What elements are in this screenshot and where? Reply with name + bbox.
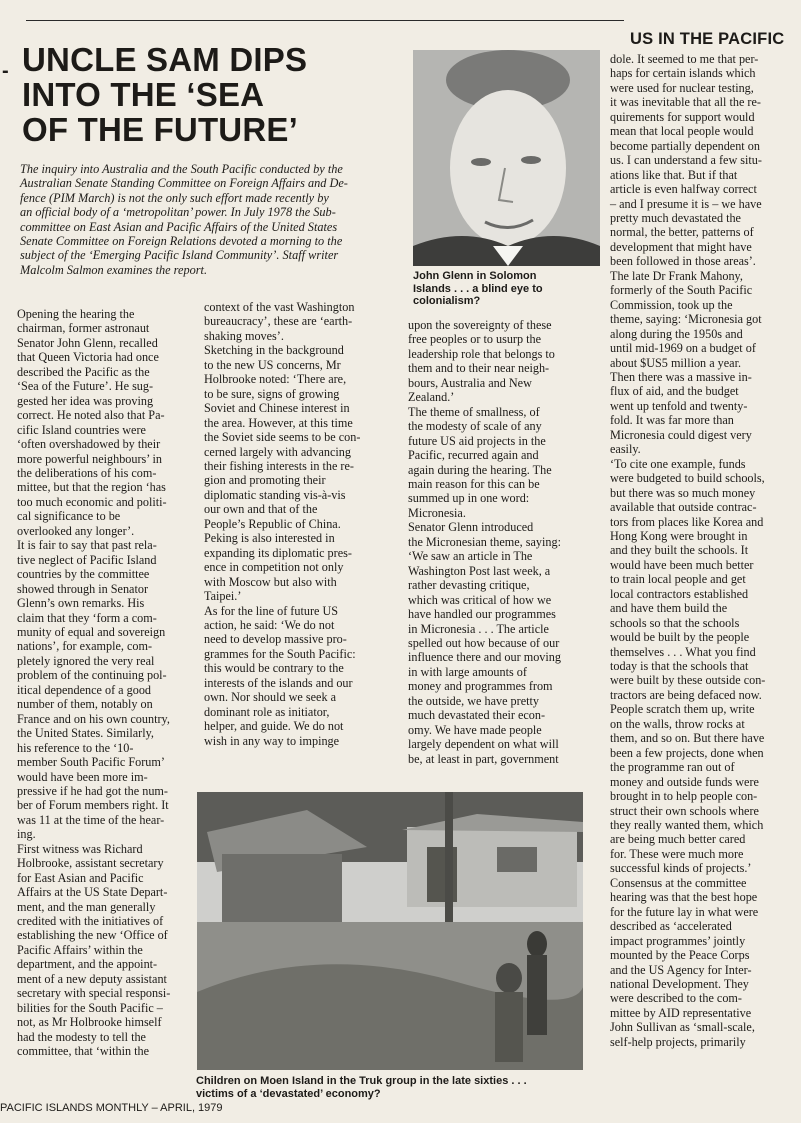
text-line: Washington Post last week, a [408, 563, 551, 578]
text-line: our own and that of the [204, 502, 318, 517]
text-line: dole. It seemed to me that per- [610, 52, 759, 66]
text-line: the United States. Similarly, [17, 726, 154, 741]
text-line: brought in to help people con- [610, 789, 758, 804]
text-line: committee, that ‘within the [17, 1044, 149, 1059]
text-line: the deliberations of his com- [17, 465, 157, 480]
text-line: quirements for support would [610, 109, 755, 124]
text-line: been followed in those areas’. [610, 254, 756, 269]
text-line: chairman, former astronaut [17, 321, 150, 336]
text-line: local contractors established [610, 586, 749, 601]
headline-line: UNCLE SAM DIPS [22, 41, 308, 78]
text-line: free peoples or to usurp the [408, 332, 542, 347]
text-line: Glenn’s own remarks. His [17, 596, 145, 611]
text-line: the area. However, at this time [204, 415, 353, 430]
text-line: need to develop massive pro- [204, 632, 347, 647]
text-line: itical dependence of a good [17, 682, 152, 697]
text-line: ence in competition not only [204, 560, 344, 575]
text-line: bilities for the South Pacific – [17, 1000, 163, 1015]
intro-line: committee on East Asian and Pacific Affairs of the United States [20, 219, 338, 234]
text-line: interests of the islands and our [204, 675, 353, 690]
text-line: wish in any way to impinge [204, 733, 340, 748]
text-line: but there was so much money [610, 485, 756, 500]
text-line: John Sullivan as ‘small-scale, [610, 1020, 755, 1035]
text-line: Sketching in the background [204, 343, 344, 358]
text-line: Zealand.’ [408, 390, 455, 405]
text-line: would be built by the people [610, 630, 750, 645]
text-line: summed up in one word: [408, 491, 530, 506]
text-line: become partially dependent on [610, 138, 760, 153]
text-line: are being much better cared [610, 832, 746, 847]
text-line: national Development. They [610, 977, 749, 991]
text-line: more powerful neighbours’ in [17, 451, 162, 466]
text-line: were budgeted to build schools, [610, 471, 765, 486]
text-line: easily. [610, 442, 641, 457]
text-line: for the future lay in what were [610, 904, 759, 919]
text-line: correct. He noted also that Pa- [17, 408, 165, 423]
text-line: cerned largely with advancing [204, 444, 351, 459]
text-line: were described to the com- [610, 991, 742, 1006]
text-line: Then there was a massive in- [610, 369, 752, 384]
text-line: successful kinds of projects.’ [610, 861, 752, 876]
text-line: nations’, for example, com- [17, 639, 153, 654]
text-line: Peking is also interested in [204, 531, 335, 546]
text-line: they really wanted them, which [610, 818, 764, 833]
text-line: First witness was Richard [17, 841, 143, 856]
john-glenn-portrait-photo [413, 50, 600, 266]
text-line: overlooked any longer’. [17, 523, 135, 538]
text-line: and have them build the [610, 601, 728, 616]
text-line: tors from places like Korea and [610, 514, 764, 529]
headline [22, 42, 402, 147]
text-line: them and to their near neigh- [408, 361, 550, 376]
intro-line: Malcolm Salmon examines the report. [20, 262, 208, 277]
intro-line: Australian Senate Standing Committee on Foreign Affairs and De- [20, 176, 348, 191]
text-line: much devastated their econ- [408, 708, 546, 723]
text-line: their fishing interests in the re- [204, 458, 354, 473]
text-line: this would be contrary to the [204, 661, 344, 676]
text-line: cific Island countries were [17, 422, 146, 437]
text-line: Opening the hearing the [17, 307, 135, 321]
text-line: been a few projects, done when [610, 745, 764, 760]
text-line: diplomatic standing vis-à-vis [204, 487, 346, 502]
text-line: ‘To cite one example, funds [610, 456, 746, 471]
text-line: to the new US concerns, Mr [204, 357, 341, 372]
photo-caption-moen-island [196, 1075, 588, 1100]
text-line: Holbrooke noted: ‘There are, [204, 372, 347, 387]
text-line: theme, saying: ‘Micronesia got [610, 312, 762, 327]
text-line: along during the 1950s and [610, 326, 743, 341]
text-line: too much economic and politi- [17, 494, 167, 509]
text-line: mounted by the Peace Corps [610, 948, 750, 963]
text-line: not, as Mr Holbrooke himself [17, 1015, 162, 1030]
text-line: today is that the schools that [610, 659, 749, 674]
text-line: Senator Glenn introduced [408, 520, 534, 535]
text-line: As for the line of future US [204, 603, 339, 618]
caption-line: colonialism? [413, 295, 481, 307]
top-rule [26, 20, 624, 21]
text-line: his reference to the ‘10- [17, 740, 134, 755]
text-line: leadership role that belongs to [408, 346, 555, 361]
text-line: Affairs at the US State Depart- [17, 885, 168, 900]
text-line: tractors are being defaced now. [610, 687, 762, 702]
text-line: People scratch them up, write [610, 702, 755, 717]
text-line: The theme of smallness, of [408, 404, 540, 419]
text-line: that Queen Victoria had once [17, 350, 159, 365]
text-line: would have been more im- [17, 769, 148, 784]
text-line: self-help projects, primarily [610, 1034, 746, 1049]
text-line: member South Pacific Forum’ [17, 755, 165, 770]
text-line: Consensus at the committee [610, 875, 747, 890]
text-line: context of the vast Washington [204, 300, 355, 314]
text-line: largely dependent on what will [408, 737, 559, 752]
text-line: ‘Sea of the Future’. He sug- [17, 379, 154, 394]
text-line: with Moscow but also with [204, 574, 337, 589]
text-line: – and I presume it is – we have [610, 196, 762, 211]
text-line: grammes for the South Pacific: [204, 646, 356, 661]
village-image [197, 792, 583, 1070]
photo-caption-john-glenn [413, 270, 600, 308]
text-line: it was inevitable that all the re- [610, 95, 761, 110]
text-line: Micronesia could digest very [610, 427, 752, 442]
text-line: munity of equal and sovereign [17, 624, 166, 639]
text-line: and the US Agency for Inter- [610, 962, 752, 977]
text-line: haps for certain islands which [610, 66, 756, 81]
text-line: themselves . . . What you find [610, 644, 756, 659]
text-line: about $US5 million a year. [610, 355, 741, 370]
intro-line: The inquiry into Australia and the South Pacific conducted by the [20, 162, 343, 176]
text-line: future US aid projects in the [408, 433, 546, 448]
text-line: cal significance to be [17, 509, 121, 524]
text-line: would have been much better [610, 557, 754, 572]
text-line: influence there and our moving [408, 650, 561, 665]
text-line: impact programmes’ jointly [610, 933, 746, 948]
text-line: the outside, we have pretty [408, 693, 539, 708]
margin-dash: - [2, 60, 9, 82]
text-line: formerly of the South Pacific [610, 283, 753, 298]
article-column-2 [204, 300, 393, 748]
text-line: omy. We have made people [408, 722, 542, 737]
text-line: in with large amounts of [408, 664, 527, 679]
intro-line: fence (PIM March) is not the only such effort made recently by [20, 190, 329, 205]
text-line: helper, and guide. We do not [204, 719, 344, 734]
text-line: Senator John Glenn, recalled [17, 335, 158, 350]
text-line: to be sure, signs of growing [204, 386, 340, 401]
text-line: expanding its diplomatic pres- [204, 545, 352, 560]
text-line: were built by these outside con- [610, 673, 766, 688]
text-line: action, he said: ‘We do not [204, 617, 335, 632]
text-line: pletely ignored the very real [17, 653, 155, 668]
text-line: schools so that the schools [610, 615, 740, 630]
text-line: money and programmes from [408, 679, 553, 694]
text-line: them, and so on. But there have [610, 731, 765, 746]
text-line: until mid-1969 on a budget of [610, 341, 756, 356]
moen-island-children-photo [197, 792, 583, 1070]
text-line: Commission, took up the [610, 297, 733, 312]
text-line: establishing the new ‘Office of [17, 928, 168, 943]
text-line: to train local people and get [610, 572, 746, 587]
text-line: the programme ran out of [610, 760, 735, 775]
text-line: for East Asian and Pacific [17, 870, 144, 885]
text-line: ations like that. But if that [610, 167, 738, 182]
text-line: us. I can understand a few situ- [610, 153, 762, 168]
text-line: the modesty of scale of any [408, 419, 542, 434]
text-line: France and on his own country, [17, 711, 170, 726]
text-line: article is even halfway correct [610, 182, 757, 197]
text-line: own. Nor should we seek a [204, 690, 337, 705]
intro-line: Senate Committee on Foreign Relations devoted a morning to the [20, 234, 343, 249]
text-line: showed through in Senator [17, 581, 148, 596]
text-line: bureaucracy’, these are ‘earth- [204, 314, 353, 329]
text-line: ‘We saw an article in The [408, 549, 533, 564]
text-line: hearing was that the best hope [610, 890, 758, 905]
text-line: It is fair to say that past rela- [17, 538, 157, 553]
article-column-3 [408, 318, 594, 766]
text-line: shaking moves’. [204, 328, 284, 343]
text-line: have handled our programmes [408, 607, 556, 622]
text-line: for. These were much more [610, 846, 744, 861]
headline-line: OF THE FUTURE’ [22, 111, 298, 148]
text-line: The late Dr Frank Mahony, [610, 268, 743, 283]
text-line: development that might have [610, 239, 752, 254]
text-line: upon the sovereignty of these [408, 318, 552, 332]
text-line: was 11 at the time of the hear- [17, 812, 165, 827]
text-line: in Micronesia . . . The article [408, 621, 549, 636]
portrait-image [413, 50, 600, 266]
text-line: ‘often overshadowed by their [17, 437, 161, 452]
text-line: tive neglect of Pacific Island [17, 552, 157, 567]
text-line: Micronesia. [408, 505, 466, 520]
page-footer: PACIFIC ISLANDS MONTHLY – APRIL, 1979 [0, 1102, 223, 1114]
text-line: Soviet and Chinese interest in [204, 401, 350, 416]
text-line: fold. It was far more than [610, 413, 734, 428]
text-line: Hong Kong were brought in [610, 528, 748, 543]
text-line: problem of the continuing pol- [17, 668, 167, 683]
text-line: had the modesty to tell the [17, 1029, 146, 1044]
text-line: Pacific Affairs’ within the [17, 942, 143, 957]
text-line: mittee, but that the region ‘has [17, 480, 166, 495]
text-line: the Micronesian theme, saying: [408, 534, 561, 549]
caption-line: Islands . . . a blind eye to [413, 282, 543, 295]
intro-line: subject of the ‘Emerging Pacific Island Community’. Staff writer [20, 248, 339, 263]
text-line: credited with the initiatives of [17, 914, 164, 929]
text-line: again during the hearing. The [408, 462, 552, 477]
text-line: described as ‘accelerated [610, 919, 732, 934]
article-column-4 [610, 52, 800, 1049]
text-line: be, at least in part, government [408, 751, 559, 766]
text-line: Taipei.’ [204, 589, 242, 604]
intro-standfirst [20, 162, 405, 277]
text-line: were used for nuclear testing, [610, 80, 754, 95]
text-line: normal, the better, patterns of [610, 225, 754, 240]
text-line: gested her idea was proving [17, 393, 154, 408]
caption-line: Children on Moen Island in the Truk group in the late sixties . . . [196, 1075, 527, 1087]
text-line: bours, Australia and New [408, 375, 532, 390]
text-line: ing. [17, 827, 36, 842]
text-line: Holbrooke, assistant secretary [17, 856, 164, 871]
text-line: gion and promoting their [204, 473, 326, 488]
text-line: which was critical of how we [408, 592, 552, 607]
article-column-1 [17, 307, 195, 1059]
caption-line: victims of a ‘devastated’ economy? [196, 1087, 381, 1100]
caption-line: John Glenn in Solomon [413, 270, 537, 282]
text-line: spelled out how because of our [408, 635, 560, 650]
text-line: countries by the committee [17, 567, 150, 582]
text-line: ber of Forum members right. It [17, 798, 169, 813]
text-line: pressive if he had got the num- [17, 783, 168, 798]
text-line: rather devasting critique, [408, 578, 530, 593]
text-line: People’s Republic of China. [204, 516, 341, 531]
text-line: went up tenfold and twenty- [610, 398, 748, 413]
text-line: mean that local people would [610, 124, 754, 139]
text-line: available that outside contrac- [610, 500, 757, 515]
text-line: on the walls, throw rocks at [610, 716, 745, 731]
text-line: mittee by AID representative [610, 1005, 752, 1020]
text-line: ment of a new deputy assistant [17, 971, 167, 986]
text-line: the Soviet side seems to be con- [204, 430, 361, 445]
headline-line: INTO THE ‘SEA [22, 76, 265, 113]
text-line: department, and the appoint- [17, 957, 158, 972]
intro-line: an official body of a ‘metropolitan’ power. In July 1978 the Sub- [20, 205, 336, 220]
text-line: dominant role as initiator, [204, 704, 330, 719]
section-label: US IN THE PACIFIC [630, 30, 785, 48]
text-line: money and outside funds were [610, 774, 759, 789]
text-line: claim that they ‘form a com- [17, 610, 157, 625]
text-line: Pacific, recurred again and [408, 448, 539, 463]
text-line: number of them, notably on [17, 697, 153, 712]
text-line: struct their own schools where [610, 803, 759, 818]
text-line: secretary with special responsi- [17, 986, 171, 1001]
text-line: pretty much devastated the [610, 210, 741, 225]
text-line: flux of aid, and the budget [610, 384, 739, 399]
text-line: ment, and the man generally [17, 899, 156, 914]
text-line: described the Pacific as the [17, 364, 150, 379]
text-line: and they built the schools. It [610, 543, 749, 558]
text-line: main reason for this can be [408, 476, 540, 491]
